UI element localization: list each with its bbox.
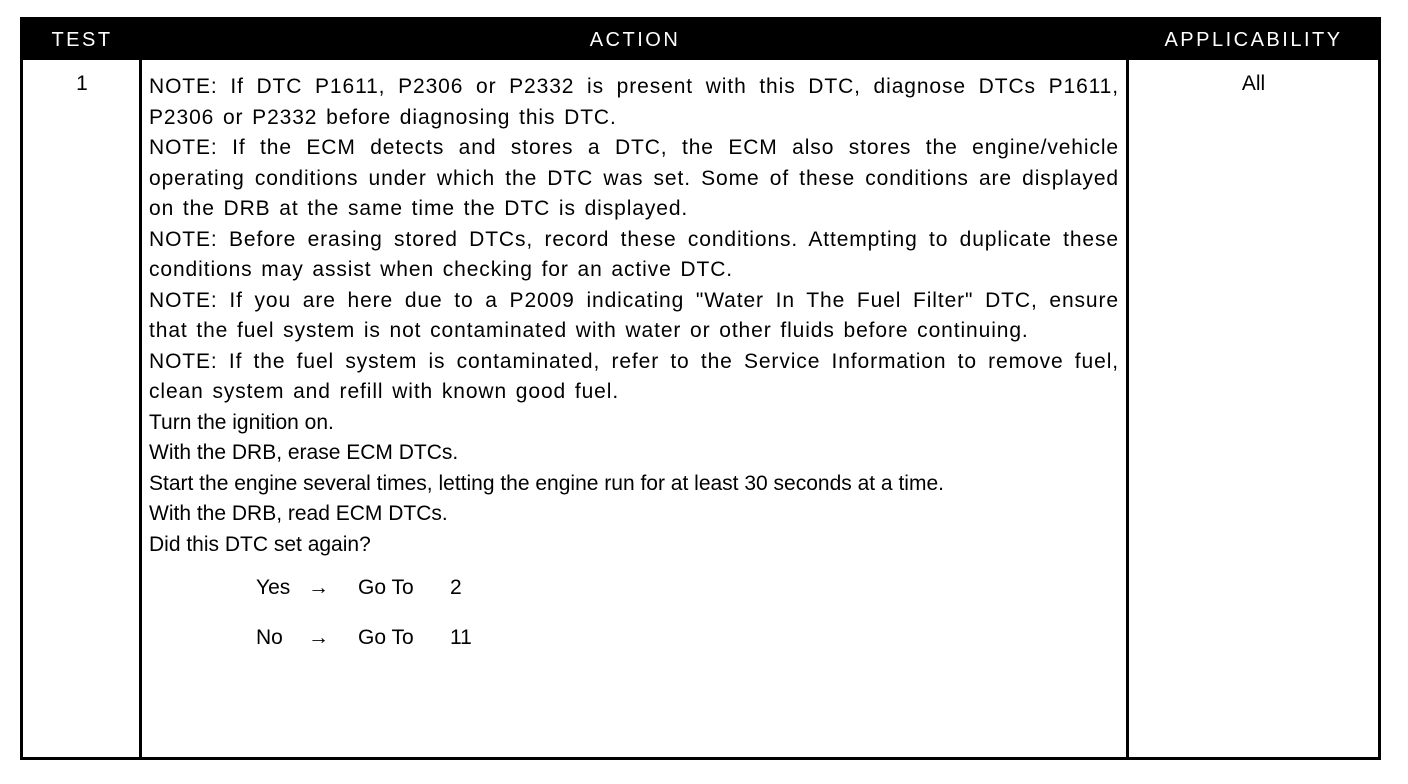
choice-target: 2 bbox=[450, 576, 462, 599]
answer-choices bbox=[149, 563, 1119, 663]
action-step: With the DRB, erase ECM DTCs. bbox=[149, 441, 459, 464]
header-applicability: APPLICABILITY bbox=[1164, 29, 1343, 51]
action-note: NOTE: If you are here due to a P2009 indicating "Water In The Fuel Filter" DTC, ensure that the fuel system is not contaminated with water or other fluids before continuing. bbox=[149, 288, 1119, 342]
action-note: NOTE: If the fuel system is contaminated, refer to the Service Information to remove fuel, clean system and refill with known good fuel. bbox=[149, 349, 1119, 403]
applicability-value: All bbox=[1241, 72, 1266, 95]
action-note: NOTE: Before erasing stored DTCs, record these conditions. Attempting to duplicate these conditions may assist when checking for an active DTC. bbox=[149, 227, 1119, 281]
column-divider bbox=[1126, 60, 1129, 757]
table-header bbox=[23, 20, 1378, 60]
action-question: Did this DTC set again? bbox=[149, 532, 371, 556]
action-note: NOTE: If DTC P1611, P2306 or P2332 is present with this DTC, diagnose DTCs P1611, P2306 or P2332 before diagnosing this DTC. bbox=[149, 75, 1119, 129]
header-action: ACTION bbox=[589, 29, 681, 51]
action-cell bbox=[149, 72, 1119, 663]
choice-no bbox=[256, 613, 1119, 663]
diagnostic-table bbox=[20, 17, 1381, 760]
choice-target: 11 bbox=[450, 626, 472, 649]
choice-answer: No bbox=[256, 626, 283, 649]
action-step: With the DRB, read ECM DTCs. bbox=[149, 502, 448, 525]
column-divider bbox=[139, 60, 142, 757]
choice-goto: Go To bbox=[358, 576, 414, 599]
action-note: NOTE: If the ECM detects and stores a DTC, the ECM also stores the engine/vehicle operating conditions under which the DTC was set. Some of these conditions are displayed on the DRB at the same time the DTC is displayed. bbox=[149, 136, 1119, 220]
header-test: TEST bbox=[51, 29, 113, 51]
test-number: 1 bbox=[76, 72, 88, 95]
choice-goto: Go To bbox=[358, 626, 414, 649]
choice-answer: Yes bbox=[256, 576, 291, 599]
choice-yes bbox=[256, 563, 1119, 613]
action-step: Start the engine several times, letting the engine run for at least 30 seconds at a time. bbox=[149, 471, 944, 495]
action-step: Turn the ignition on. bbox=[149, 410, 334, 434]
arrow-right-icon: → bbox=[308, 626, 329, 649]
arrow-right-icon: → bbox=[308, 576, 329, 599]
